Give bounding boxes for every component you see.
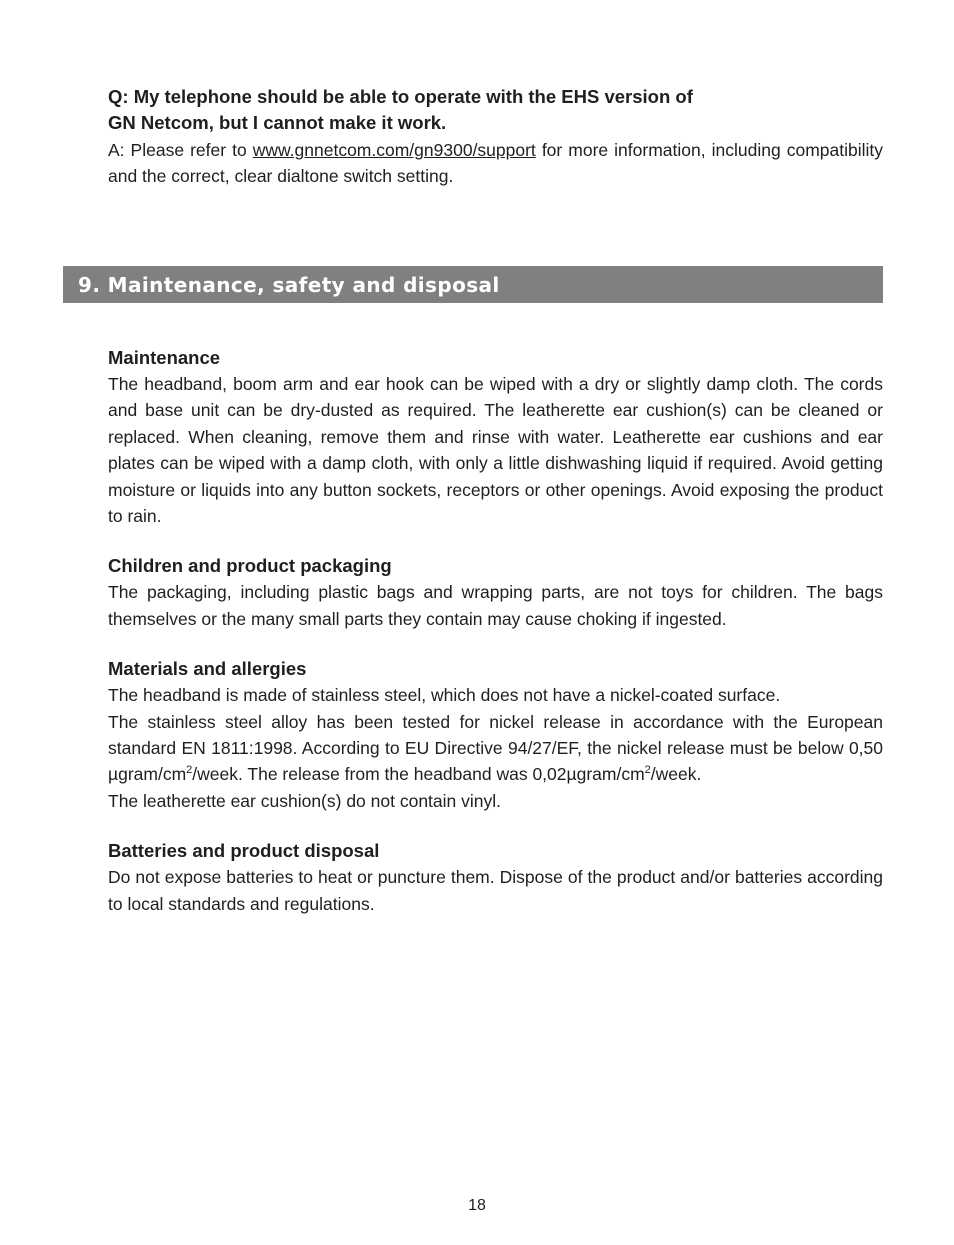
batteries-disposal-text: Do not expose batteries to heat or puncture them. Dispose of the product and/or batteries according to local standards and regulations. [108,867,883,914]
page-number: 18 [468,1197,486,1214]
faq-question-line1: Q: My telephone should be able to operate with the EHS version of [108,86,693,107]
materials-allergies-heading: Materials and allergies [108,658,307,680]
maintenance-heading: Maintenance [108,347,221,368]
materials-para2-a: The stainless steel alloy has been tested for nickel release in accordance with the European standard EN 1811:1998. According to EU Directive 94/27/EF, the nickel release must be below 0,50 µgram/cm [108,711,883,785]
materials-paragraph2 [108,709,883,788]
faq-question [108,84,883,136]
faq-entry [108,84,883,189]
section-content [108,345,883,941]
children-packaging-block [108,553,883,632]
section-header-bar [63,266,883,303]
materials-para2-b: /week. The release from the headband was 0,02µgram/cm [192,764,645,785]
batteries-disposal-block [108,838,883,917]
maintenance-block [108,345,883,529]
faq-answer [108,137,883,189]
children-packaging-heading: Children and product packaging [108,555,392,577]
support-link[interactable]: www.gnnetcom.com/gn9300/support [252,140,536,160]
section-title: 9. Maintenance, safety and disposal [78,272,500,297]
materials-line3: The leatherette ear cushion(s) do not contain vinyl. [108,790,501,811]
faq-answer-prefix: A: Please refer to [108,140,253,160]
superscript-2: 2 [186,764,193,777]
faq-answer-suffix: for more information, including compatibility and the correct, clear dialtone switch setting. [108,140,883,186]
materials-allergies-block [108,656,883,814]
materials-para2-c: /week. [650,764,702,785]
maintenance-text: The headband, boom arm and ear hook can be wiped with a dry or slightly damp cloth. The cords and base unit can be dry-dusted as required. The leatherette ear cushion(s) can be cleaned or replaced. When cleaning, remove them and rinse with water. Leatherette ear cushions and ear plates can be wiped with a damp cloth, with only a little dishwashing liquid if required. Avoid getting moisture or liquids into any button sockets, receptors or other openings. Avoid exposing the product to rain. [108,374,883,527]
batteries-disposal-heading: Batteries and product disposal [108,840,380,862]
materials-line1: The headband is made of stainless steel, which does not have a nickel-coated surface. [108,685,781,706]
faq-question-line2: GN Netcom, but I cannot make it work. [108,112,447,133]
superscript-2: 2 [644,764,651,777]
children-packaging-text: The packaging, including plastic bags and wrapping parts, are not toys for children. The bags themselves or the many small parts they contain may cause choking if ingested. [108,582,883,629]
